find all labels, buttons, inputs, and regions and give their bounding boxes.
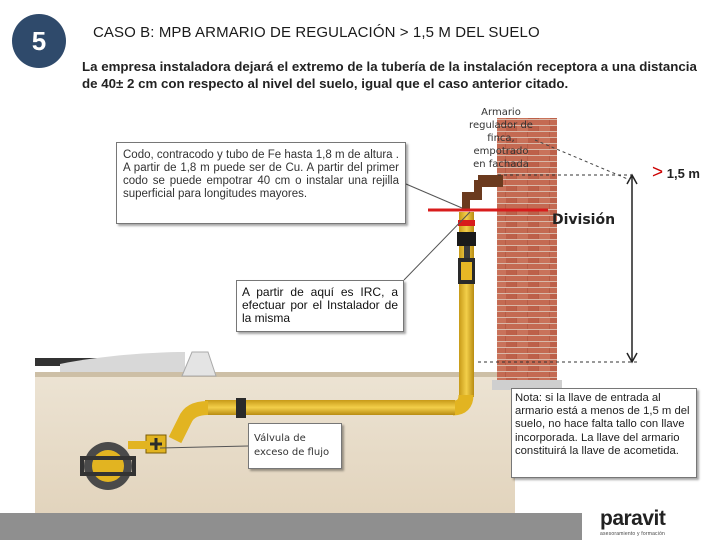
main-pipe-core (92, 450, 124, 482)
pipe-callout: Codo, contracodo y tubo de Fe hasta 1,8 m de altura . A partir de 1,8 m puede ser de Cu. A partir del primer codo se puede empotrar 40 cm o instalar una rejilla superficial para longitudes mayores. (116, 142, 406, 224)
slide-number-badge (12, 14, 66, 68)
slide-number: 5 (31, 25, 47, 56)
division-label: División (552, 212, 616, 228)
coupling-icon (236, 398, 246, 418)
valve-stem (464, 246, 470, 258)
footer-bar (0, 513, 582, 540)
fitting-core (461, 262, 472, 280)
ground-line (35, 372, 515, 377)
service-stub (128, 441, 148, 449)
intro-paragraph: La empresa instaladora dejará el extremo de la tubería de la instalación receptora a una distancia de 40± 2 cm con respecto al nivel del suelo, igual que el caso anterior citado. (82, 59, 697, 91)
height-symbol: > (652, 162, 664, 183)
note-box: Nota: si la llave de entrada al armario está a menos de 1,5 m del suelo, no hace falta tallo con llave incorporada. La llave del armario constituirá la llave de acometida. (511, 388, 697, 478)
logo-tagline: asesoramiento y formación (600, 531, 666, 537)
height-label (652, 162, 700, 184)
pipe-callout-pointer (406, 184, 462, 208)
irc-callout: A partir de aquí es IRC, a efectuar por el Instalador de la misma (236, 280, 404, 332)
brown-pipe (466, 180, 478, 210)
logo-name: paravit (600, 507, 666, 530)
red-collar (458, 220, 475, 226)
armario-label: Armario regulador de finca, empotrado en fachada (469, 107, 533, 170)
register-box (182, 352, 216, 376)
valve-callout: Válvula de exceso de flujo (248, 423, 342, 469)
height-value: 1,5 m (666, 166, 700, 181)
valve-icon (457, 232, 476, 246)
slide-title: CASO B: MPB ARMARIO DE REGULACIÓN > 1,5 M DEL SUELO (93, 24, 540, 41)
